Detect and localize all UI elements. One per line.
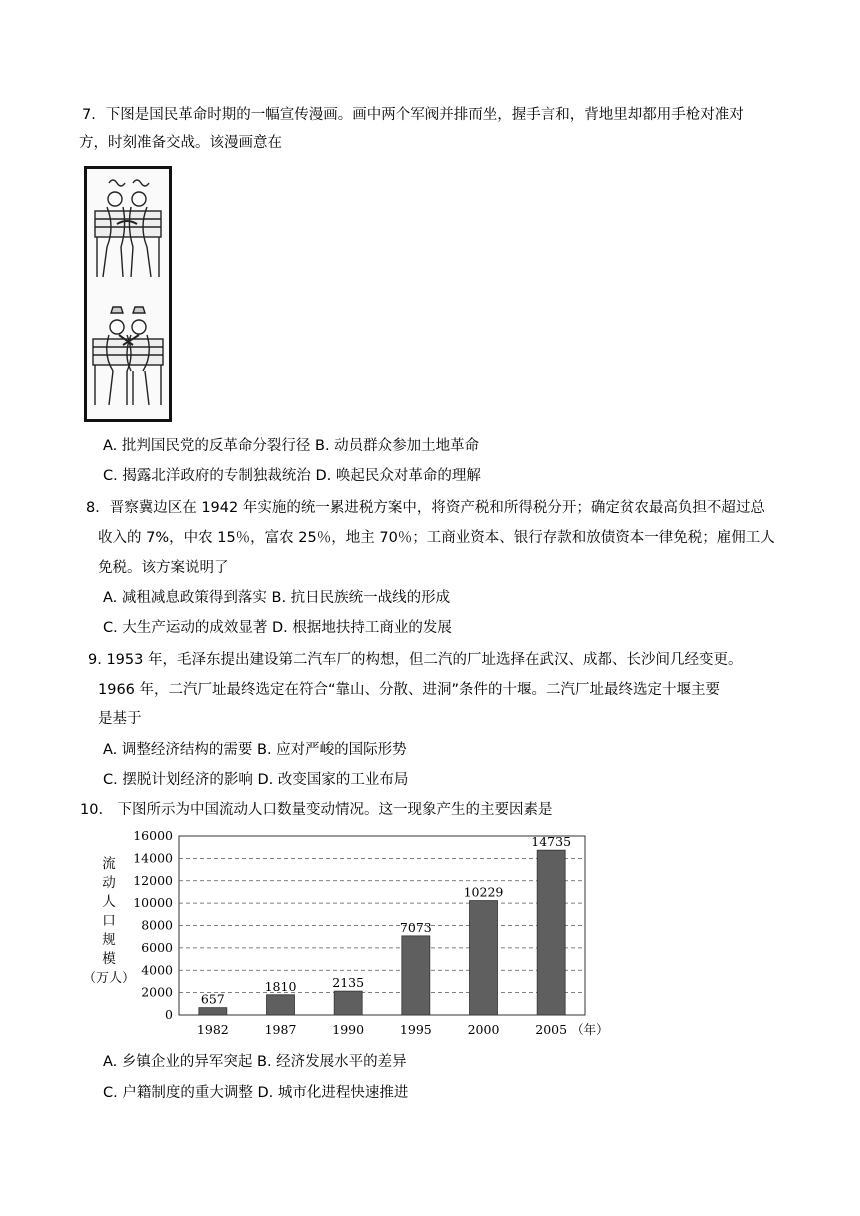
q7-stem-line1: 7．下图是国民革命时期的一幅宣传漫画。画中两个军阀并排而坐，握手言和，背地里却都用手枪对准对	[82, 107, 744, 123]
y-axis-label-char: 人	[102, 894, 116, 910]
y-axis-label-char: 流	[102, 856, 116, 872]
q10-option-line1: A. 乡镇企业的异军突起 B. 经济发展水平的差异	[103, 1054, 407, 1070]
y-axis-label-char: 模	[102, 951, 116, 967]
q8-stem-line1: 8．晋察冀边区在 1942 年实施的统一累进税方案中，将资产税和所得税分开；确定贫农最高负担不超过总	[86, 500, 765, 516]
q9-stem-line2: 1966 年，二汽厂址最终选定在符合“靠山、分散、进洞”条件的十堰。二汽厂址最终选定十堰主要	[98, 682, 721, 698]
q9-stem-line3: 是基于	[98, 711, 142, 727]
data-label: 657	[200, 991, 225, 1007]
x-tick-label: 1982	[196, 1022, 229, 1037]
q8-stem-line3: 免税。该方案说明了	[98, 560, 229, 576]
data-label: 14735	[531, 834, 572, 850]
q8-option-line1: A. 减租减息政策得到落实 B. 抗日民族统一战线的形成	[103, 590, 451, 606]
x-axis-unit: （年）	[571, 1022, 609, 1037]
q8-option-line2: C. 大生产运动的成效显著 D. 根据地扶持工商业的发展	[103, 620, 452, 636]
q9-stem-line1: 9. 1953 年，毛泽东提出建设第二汽车厂的构想，但二汽的厂址选择在武汉、成都、长沙间几经变更。	[88, 652, 743, 668]
data-label: 7073	[399, 919, 432, 935]
y-axis-label-char: 动	[102, 875, 116, 891]
bar	[402, 936, 430, 1015]
data-label: 1810	[264, 978, 297, 994]
y-tick-label: 6000	[141, 939, 173, 955]
bar	[537, 850, 565, 1015]
x-tick-label: 1995	[399, 1022, 432, 1037]
bar-chart-svg	[82, 828, 615, 1042]
q7-option-line2: C. 揭露北洋政府的专制独裁统治 D. 唤起民众对革命的理解	[103, 468, 481, 484]
y-tick-label: 4000	[141, 962, 173, 978]
q8-stem-line2: 收入的 7%，中农 15％，富农 25％，地主 70％；工商业资本、银行存款和放债资本一律免税；雇佣工人	[98, 530, 775, 546]
y-axis-label-char: 口	[102, 913, 116, 929]
q9-option-line1: A. 调整经济结构的需要 B. 应对严峻的国际形势	[103, 742, 407, 758]
floating-population-chart	[82, 828, 615, 1042]
y-tick-label: 14000	[133, 850, 173, 866]
bar	[199, 1008, 227, 1015]
y-tick-label: 0	[165, 1007, 173, 1022]
x-tick-label: 2000	[467, 1022, 500, 1037]
q10-option-line2: C. 户籍制度的重大调整 D. 城市化进程快速推进	[103, 1085, 409, 1101]
x-tick-label: 2005	[535, 1022, 568, 1037]
warlord-cartoon-image	[84, 166, 172, 422]
q9-option-line2: C. 摆脱计划经济的影响 D. 改变国家的工业布局	[103, 772, 409, 788]
bar	[267, 995, 295, 1015]
y-tick-label: 8000	[141, 917, 173, 933]
q7-option-line1: A. 批判国民党的反革命分裂行径 B. 动员群众参加土地革命	[103, 438, 480, 454]
y-tick-label: 16000	[133, 828, 173, 843]
data-label: 10229	[463, 884, 504, 900]
y-axis-label-char: 规	[102, 932, 116, 948]
bar	[334, 991, 362, 1015]
bar	[470, 901, 498, 1015]
q10-stem-line1: 10． 下图所示为中国流动人口数量变动情况。这一现象产生的主要因素是	[80, 802, 553, 818]
x-tick-label: 1987	[264, 1022, 297, 1037]
q7-stem-line2: 方，时刻准备交战。该漫画意在	[79, 135, 282, 151]
x-tick-label: 1990	[332, 1022, 365, 1037]
y-tick-label: 10000	[133, 895, 173, 911]
cartoon-illustration	[87, 169, 169, 419]
y-axis-unit: （万人）	[82, 971, 136, 986]
data-label: 2135	[332, 975, 365, 991]
y-tick-label: 12000	[133, 872, 173, 888]
y-tick-label: 2000	[141, 984, 173, 1000]
